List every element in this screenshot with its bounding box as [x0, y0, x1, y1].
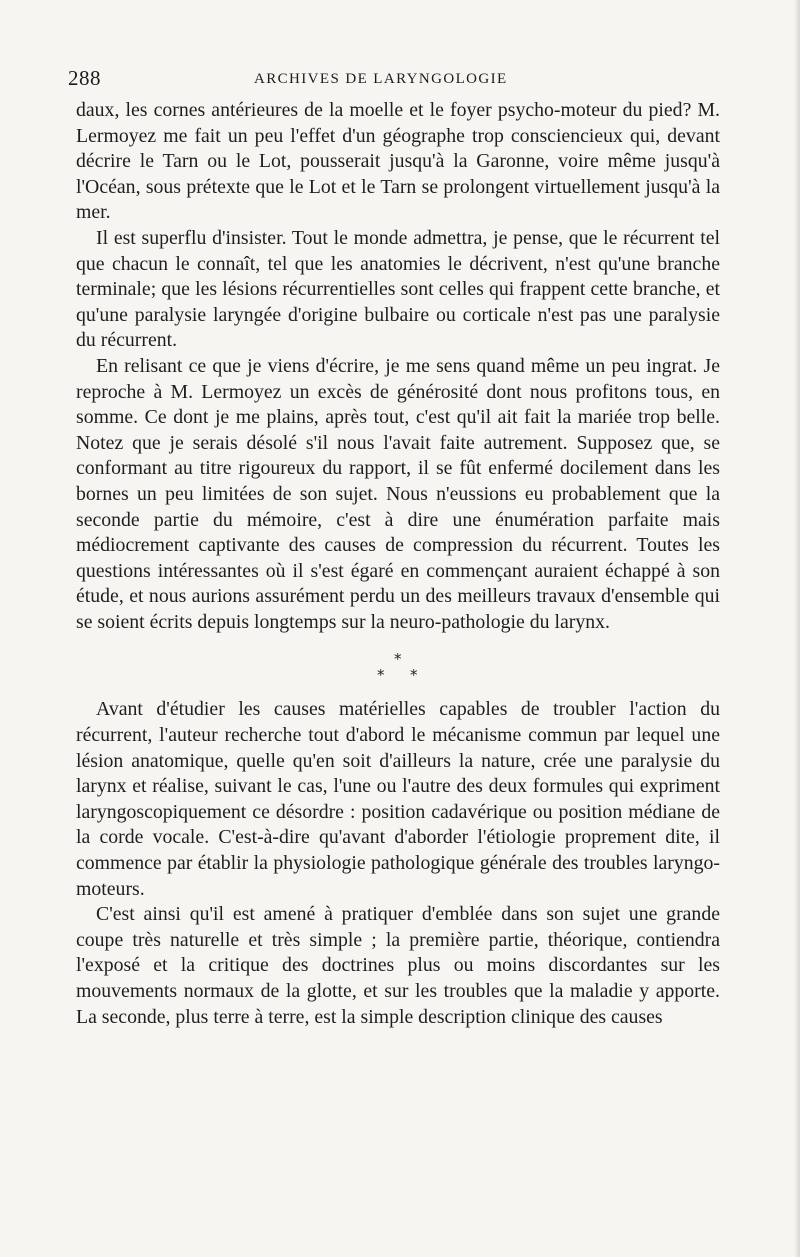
asterism-separator — [76, 639, 720, 691]
running-head — [68, 66, 728, 96]
page-number: 288 — [68, 66, 101, 90]
body-text — [76, 98, 720, 1030]
paragraph: Il est superflu d'insister. Tout le monde admettra, je pense, que le récurrent tel que chacun le connaît, tel que les anatomies le décrivent, n'est qu'une branche terminale; que les lésions récurrentielles sont celles qui frappent cette branche, et qu'une paralysie laryngée d'origine bulbaire ou corticale n'est pas une paralysie du récurrent. — [76, 226, 720, 352]
paragraph: En relisant ce que je viens d'écrire, je me sens quand même un peu ingrat. Je reproche à M. Lermoyez un excès de générosité dont nous profitons tous, en somme. Ce dont je me plains, après tout, c'est qu'il ait fait la mariée trop belle. Notez que je serais désolé s'il nous l'avait faite autrement. Supposez que, se conformant au titre rigoureux du rapport, il se fût enfermé docilement dans les bornes un peu limitées de son sujet. Nous n'eussions eu probablement que la seconde partie du mémoire, c'est à dire une énumération parfaite mais médiocrement captivante des causes de compression du récurrent. Toutes les questions intéressantes où il s'est égaré en commençant auraient échappé à son étude, et nous aurions assurément perdu un des meilleurs travaux d'ensemble qui se soient écrits depuis longtemps sur la neuro-pathologie du larynx. — [76, 354, 720, 633]
page-edge-shadow — [794, 0, 800, 1257]
paragraph: Avant d'étudier les causes matérielles capables de troubler l'action du récurrent, l'auteur recherche tout d'abord le mécanisme commun par lequel une lésion anatomique, quelle qu'en soit d'ailleurs la nature, crée une paralysie du larynx et réalise, suivant le cas, l'une ou l'autre des deux formules qui expriment laryngoscopiquement ce désordre : position cadavérique ou position médiane de la corde vocale. C'est-à-dire qu'avant d'aborder l'étiologie proprement dite, il commence par établir la physiologie pathologique générale des troubles laryngo-moteurs. — [76, 698, 720, 900]
asterisk-mark: * — [410, 666, 418, 685]
journal-title: ARCHIVES DE LARYNGOLOGIE — [254, 71, 508, 87]
paragraph-continuation: daux, les cornes antérieures de la moelle et le foyer psycho-moteur du pied? M. Lermoyez me fait un peu l'effet d'un géographe trop consciencieux qui, devant décrire le Tarn ou le Lot, pousserait jusqu'à la Garonne, voire même jusqu'à l'Océan, sous prétexte que le Lot et le Tarn se prolongent virtuellement jusqu'à la mer. — [76, 99, 720, 224]
asterisk-mark: * — [394, 650, 402, 669]
asterisk-mark: * — [377, 666, 385, 685]
paragraph: C'est ainsi qu'il est amené à pratiquer d'emblée dans son sujet une grande coupe très naturelle et très simple ; la première partie, théorique, contiendra l'exposé et la critique des doctrines plus ou moins discordantes sur les mouvements normaux de la glotte, et sur les troubles que la maladie y apporte. La seconde, plus terre à terre, est la simple description clinique des causes — [76, 903, 720, 1028]
